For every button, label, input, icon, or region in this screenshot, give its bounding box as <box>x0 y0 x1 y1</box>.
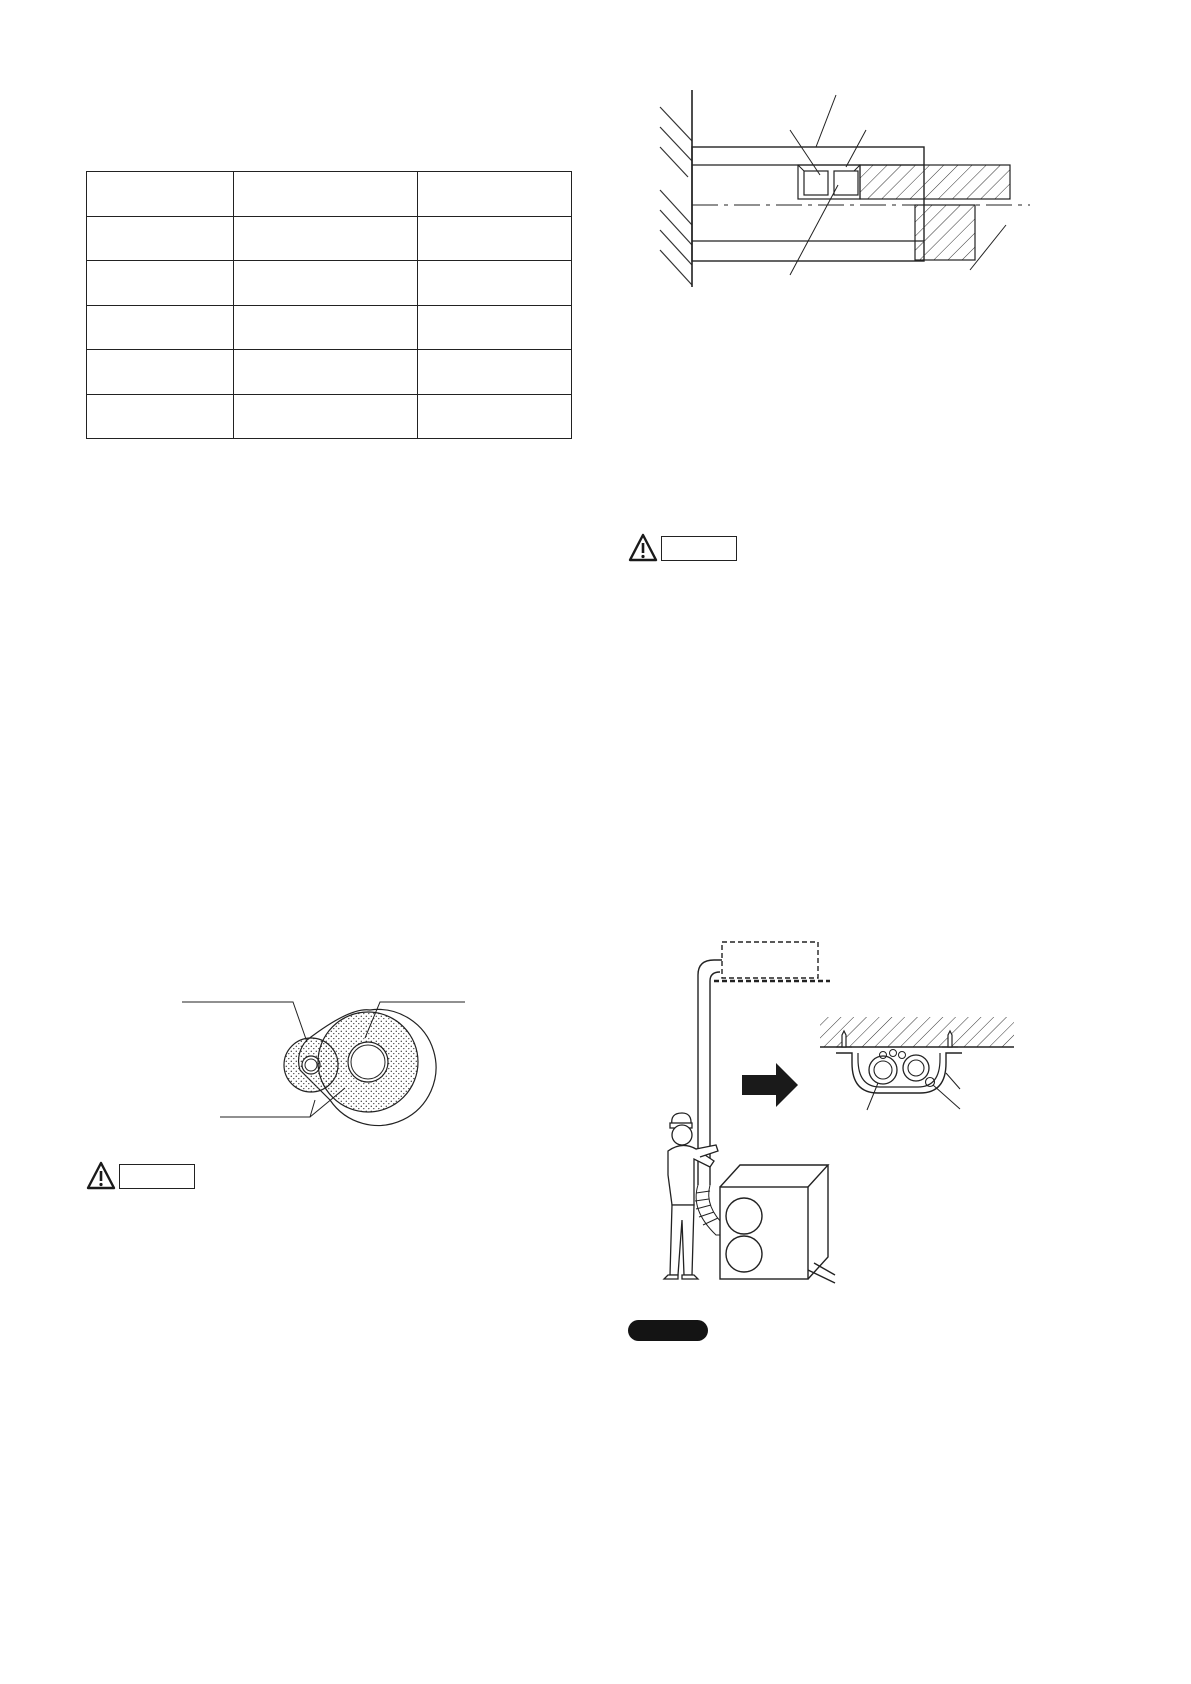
table-cell <box>234 394 418 439</box>
installation-illustration <box>630 935 1030 1285</box>
table-row <box>87 172 572 217</box>
caution-label-right <box>661 536 737 561</box>
table-row <box>87 394 572 439</box>
table-row <box>87 305 572 350</box>
arrow-right-icon <box>742 1063 798 1107</box>
table-cell <box>234 216 418 261</box>
wall-hatch <box>660 107 692 285</box>
warning-triangle-icon <box>86 1161 116 1191</box>
table-cell <box>234 305 418 350</box>
table-cell <box>87 305 234 350</box>
flare-connection-diagram <box>670 85 1050 305</box>
table-cell <box>87 261 234 306</box>
caution-label-left <box>119 1164 195 1189</box>
table-cell <box>234 350 418 395</box>
outdoor-unit <box>720 1165 835 1283</box>
warning-triangle-icon <box>628 533 658 563</box>
table-cell <box>234 172 418 217</box>
spec-table <box>86 171 572 439</box>
table-row <box>87 216 572 261</box>
table-cell <box>418 394 572 439</box>
table-cell <box>418 216 572 261</box>
note-badge <box>628 1320 708 1341</box>
table-cell <box>234 261 418 306</box>
table-cell <box>87 394 234 439</box>
table-cell <box>87 216 234 261</box>
table-cell <box>87 172 234 217</box>
table-cell <box>87 350 234 395</box>
table-row <box>87 261 572 306</box>
table-cell <box>418 350 572 395</box>
table-cell <box>418 261 572 306</box>
table-cell <box>418 172 572 217</box>
table-cell <box>418 305 572 350</box>
insulated-pipe-diagram <box>180 990 480 1130</box>
table-row <box>87 350 572 395</box>
